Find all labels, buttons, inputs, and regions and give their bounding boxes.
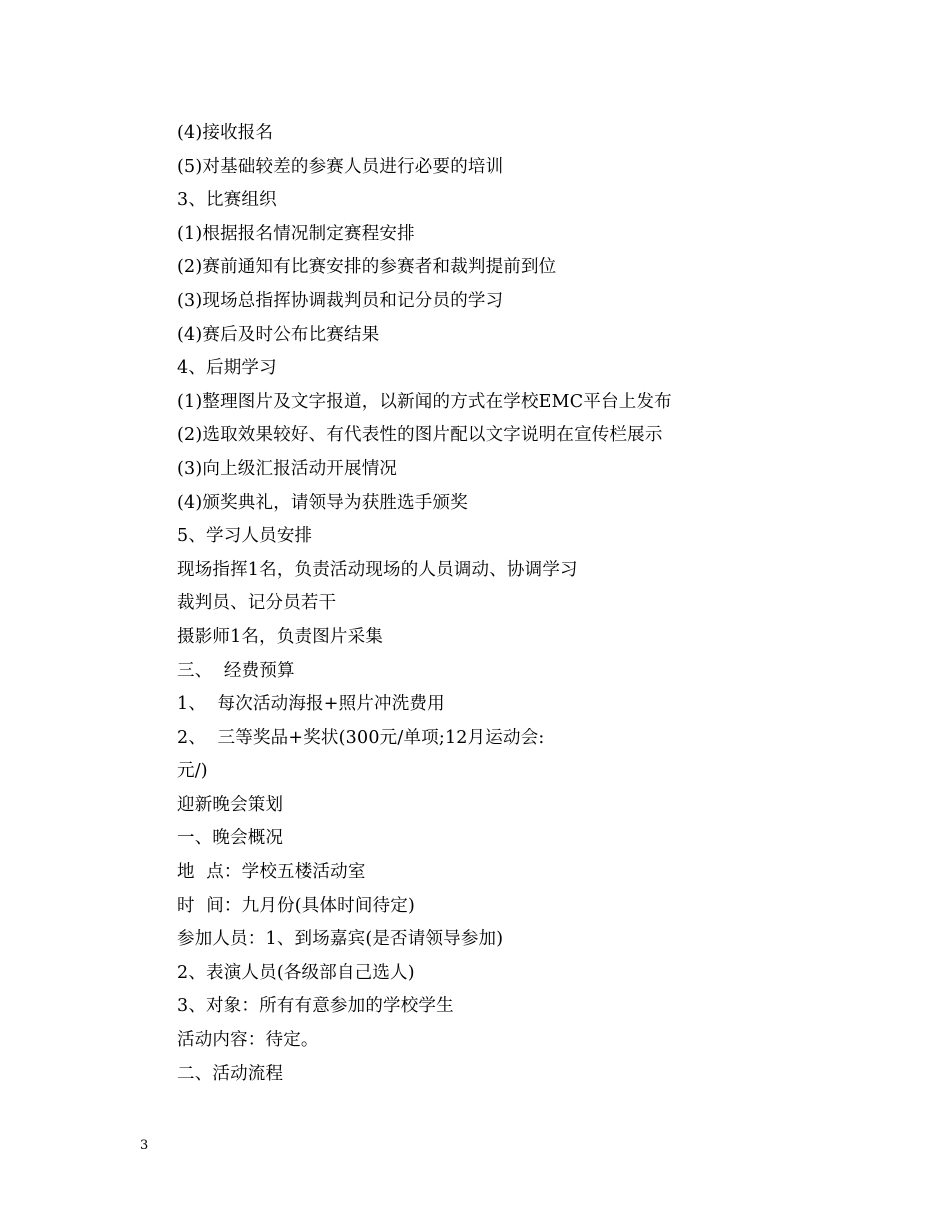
text-line: 地 点：学校五楼活动室: [177, 862, 366, 883]
text-line: (1)根据报名情况制定赛程安排: [177, 223, 415, 244]
text-line: 2、表演人员(各级部自己选人): [177, 962, 415, 983]
text-line: 2、 三等奖品+奖状(300元/单项;12月运动会:: [177, 727, 545, 748]
text-line: 3、对象：所有有意参加的学校学生: [177, 996, 454, 1017]
text-line: 参加人员：1、到场嘉宾(是否请领导参加): [177, 929, 504, 950]
page-number: 3: [140, 1138, 149, 1153]
section-heading: 三、 经费预算: [177, 660, 295, 681]
text-line: 活动内容：待定。: [177, 1030, 319, 1051]
text-line: (5)对基础较差的参赛人员进行必要的培训: [177, 156, 504, 177]
text-line: (4)颁奖典礼，请领导为获胜选手颁奖: [177, 492, 468, 513]
section-heading: 4、后期学习: [177, 358, 277, 379]
text-line: (4)赛后及时公布比赛结果: [177, 324, 380, 345]
text-line: 裁判员、记分员若干: [177, 593, 337, 614]
text-line: (4)接收报名: [177, 123, 274, 143]
section-heading: 3、比赛组织: [177, 190, 277, 211]
text-line: (3)现场总指挥协调裁判员和记分员的学习: [177, 290, 504, 311]
text-line: 1、 每次活动海报+照片冲洗费用: [177, 694, 445, 715]
text-line: (2)选取效果较好、有代表性的图片配以文字说明在宣传栏展示: [177, 425, 663, 446]
page-body-text: [177, 117, 817, 1091]
document-subtitle: 迎新晚会策划: [177, 794, 284, 815]
text-line: 元/): [177, 761, 208, 782]
text-line: (3)向上级汇报活动开展情况: [177, 458, 398, 479]
section-heading: 一、晚会概况: [177, 828, 284, 849]
text-line: 时 间：九月份(具体时间待定): [177, 895, 415, 916]
text-line: 现场指挥1名，负责活动现场的人员调动、协调学习: [177, 559, 578, 580]
text-line: (1)整理图片及文字报道，以新闻的方式在学校EMC平台上发布: [177, 391, 672, 412]
text-line: (2)赛前通知有比赛安排的参赛者和裁判提前到位: [177, 257, 557, 278]
section-heading: 二、活动流程: [177, 1063, 284, 1084]
section-heading: 5、学习人员安排: [177, 526, 313, 547]
text-line: 摄影师1名，负责图片采集: [177, 626, 384, 647]
